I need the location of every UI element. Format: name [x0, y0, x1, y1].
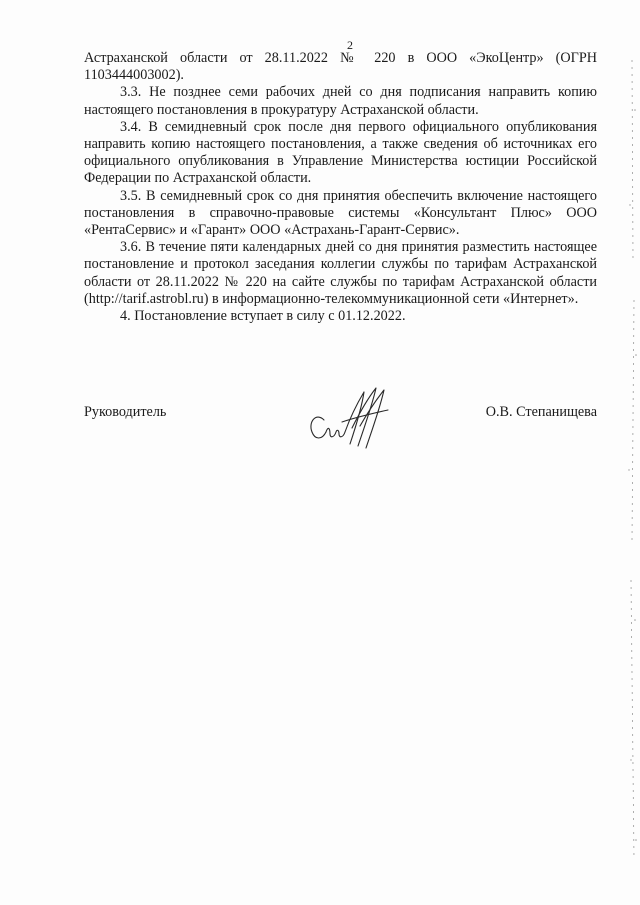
paragraph-3-4: 3.4. В семидневный срок после дня первого официального опубликования направить копию настоящего постановления, а также сведения об источниках его официального опубликования в Управление Министерства юстиции Российской Федерации по Астраханской области.	[84, 118, 597, 187]
paragraph-continuation: Астраханской области от 28.11.2022 № 220 в ООО «ЭкоЦентр» (ОГРН 1103444003002).	[84, 50, 597, 84]
paragraph-3-5: 3.5. В семидневный срок со дня принятия обеспечить включение настоящего постановления в справочно-правовые системы «Консультант Плюс» ООО «РентаСервис» и «Гарант» ООО «Астрахань-Гарант-Сервис».	[84, 187, 597, 239]
scan-edge-artifact	[626, 0, 640, 905]
signatory-title: Руководитель	[84, 404, 167, 420]
signatory-name: О.В. Степанищева	[485, 404, 597, 420]
document-body	[84, 50, 597, 325]
signature-block	[84, 400, 597, 460]
paragraph-4: 4. Постановление вступает в силу с 01.12.2022.	[120, 308, 406, 325]
page-number: 2	[347, 38, 353, 52]
handwritten-signature	[302, 382, 397, 462]
paragraph-3-3: 3.3. Не позднее семи рабочих дней со дня подписания направить копию настоящего постановления в прокуратуру Астраханской области.	[84, 84, 597, 118]
paragraph-3-6: 3.6. В течение пяти календарных дней со дня принятия разместить настоящее постановление и протокол заседания коллегии службы по тарифам Астраханской области от 28.11.2022 № 220 на сайте службы по тарифам Астраханской области (http://tarif.astrobl.ru) в информационно-телекоммуникационной сети «Интернет».	[84, 239, 597, 307]
